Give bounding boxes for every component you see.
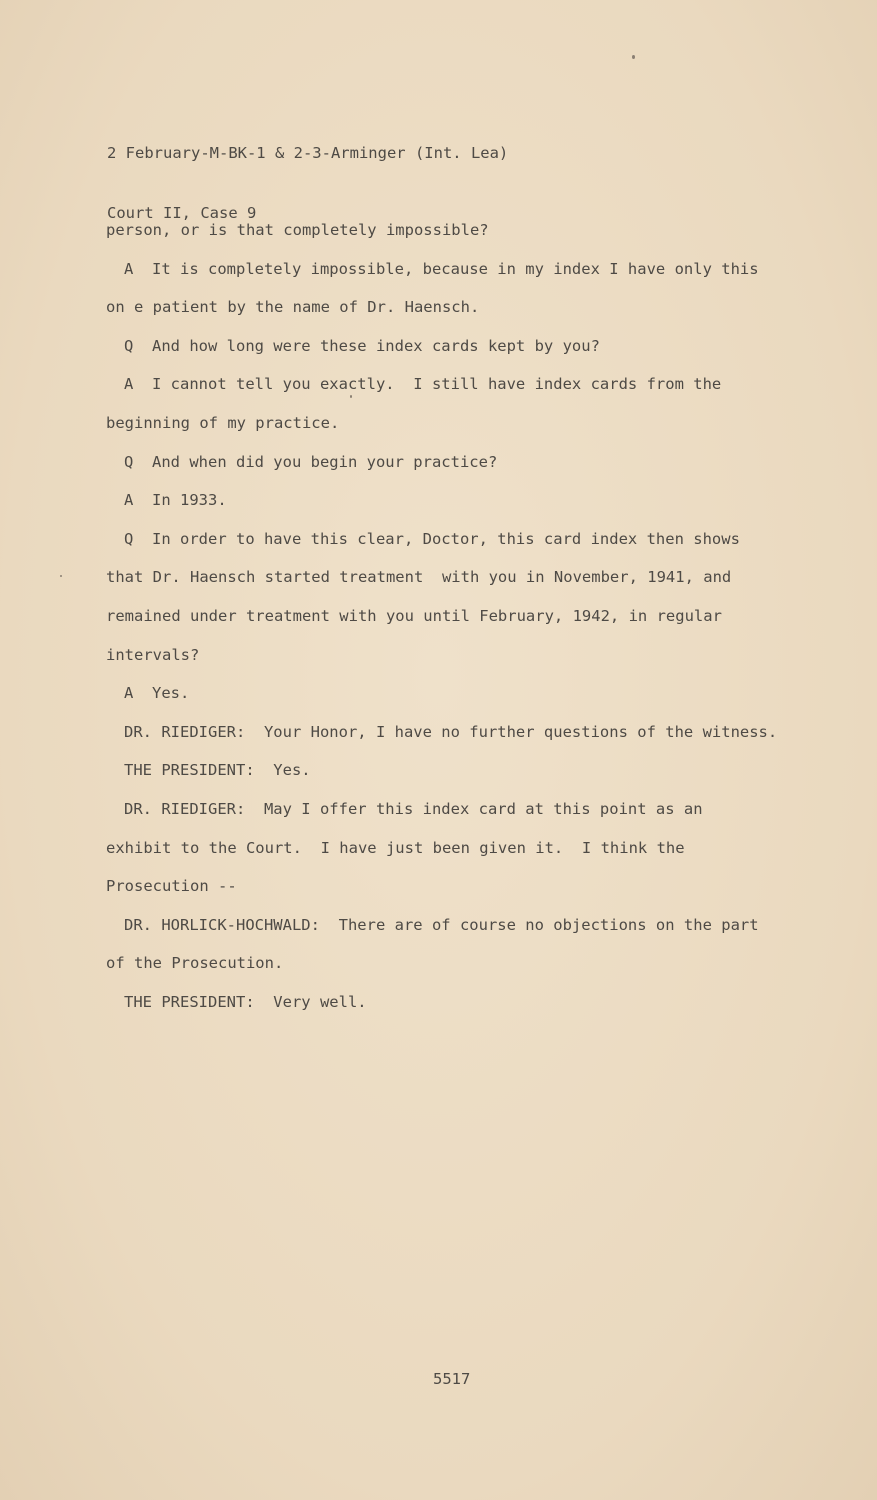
transcript-line: DR. RIEDIGER: Your Honor, I have no further questions of the witness.	[124, 722, 778, 741]
transcript-line: A In 1933.	[124, 491, 227, 510]
transcript-line: of the Prosecution.	[106, 954, 284, 973]
transcript-line: DR. HORLICK-HOCHWALD: There are of course no objections on the part	[124, 915, 759, 934]
paper-speck	[60, 575, 62, 577]
transcript-line: person, or is that completely impossible?	[106, 221, 489, 239]
transcript-line: beginning of my practice.	[106, 413, 340, 432]
transcript-line: THE PRESIDENT: Very well.	[124, 992, 367, 1011]
paper-speck	[632, 55, 635, 59]
transcript-line: intervals?	[106, 645, 200, 664]
transcript-line: Q And when did you begin your practice?	[124, 452, 498, 471]
transcript-line: on e patient by the name of Dr. Haensch.	[106, 298, 480, 317]
transcript-line: A It is completely impossible, because in my index I have only this	[124, 259, 759, 278]
transcript-line: that Dr. Haensch started treatment with you in November, 1941, and	[106, 568, 732, 587]
transcript-line: Prosecution --	[106, 877, 237, 896]
header-session-line: 2 February-M-BK-1 & 2-3-Arminger (Int. Lea)	[107, 144, 509, 162]
transcript-line: Q And how long were these index cards kept by you?	[124, 336, 600, 355]
transcript-line: A I cannot tell you exactly. I still have index cards from the	[124, 375, 722, 394]
header-court-line: Court II, Case 9	[107, 204, 257, 222]
page-number: 5517	[433, 1370, 471, 1388]
transcript-line: exhibit to the Court. I have just been given it. I think the	[106, 838, 685, 857]
transcript-line: THE PRESIDENT: Yes.	[124, 761, 311, 780]
transcript-line: A Yes.	[124, 684, 190, 703]
transcript-body	[106, 218, 806, 1028]
transcript-line: DR. RIEDIGER: May I offer this index card at this point as an	[124, 799, 703, 818]
transcript-line: Q In order to have this clear, Doctor, this card index then shows	[124, 529, 740, 548]
transcript-line: remained under treatment with you until February, 1942, in regular	[106, 606, 722, 625]
paper-speck	[350, 395, 352, 398]
